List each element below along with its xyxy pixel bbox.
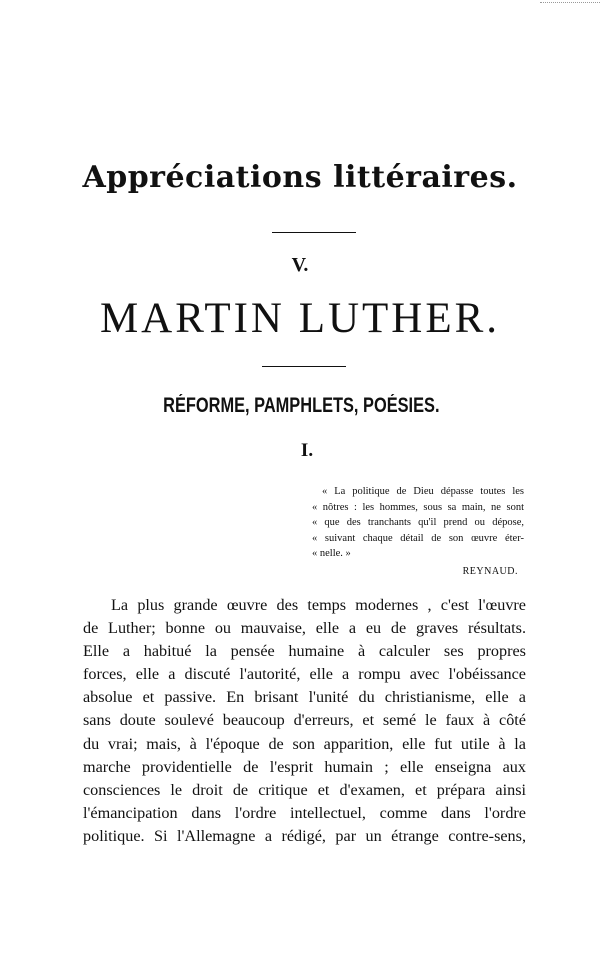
body-line: du vrai; mais, à l'époque de son apparition, elle fut utile à la (83, 734, 526, 753)
body-line: politique. Si l'Allemagne a rédigé, par un étrange contre-sens, (83, 826, 526, 845)
epigraph-attribution: REYNAUD. (462, 565, 518, 577)
epigraph-line: « que des tranchants qu'il prend ou dépose, (312, 517, 524, 528)
body-line: consciences le droit de critique et d'examen, et prépara ainsi (83, 780, 526, 799)
subtitle-divider-rule (262, 366, 346, 367)
epigraph-line: « nôtres : les hommes, sous sa main, ne sont (312, 501, 524, 513)
section-number: I. (300, 440, 314, 461)
body-line: marche providentielle de l'esprit humain ; elle enseigna aux (83, 757, 526, 776)
body-line: absolue et passive. En brisant l'unité du christianisme, elle a (83, 688, 526, 707)
series-title: Appréciations littéraires. (82, 160, 518, 195)
epigraph-line: « nelle. » (312, 548, 351, 559)
body-paragraph (83, 594, 526, 848)
epigraph-line: « La politique de Dieu dépasse toutes les (322, 486, 524, 497)
title-divider-rule (272, 232, 356, 233)
body-line: La plus grande œuvre des temps modernes , c'est l'œuvre (111, 596, 526, 614)
body-line: sans doute soulevé beaucoup d'erreurs, et semé le faux à côté (83, 711, 526, 730)
epigraph-line: « suivant chaque détail de son œuvre éter- (312, 532, 524, 544)
body-line: l'émancipation dans l'ordre intellectuel, comme dans l'ordre (83, 803, 526, 822)
part-number: V. (291, 254, 309, 276)
chapter-title: MARTIN LUTHER. (99, 295, 501, 342)
epigraph (312, 484, 524, 579)
chapter-subtitle: RÉFORME, PAMPHLETS, POÉSIES. (163, 394, 440, 417)
body-line: de Luther; bonne ou mauvaise, elle a eu de graves résultats. (83, 619, 526, 638)
top-edge-rule (540, 2, 600, 3)
body-line: forces, elle a discuté l'autorité, elle a rompu avec l'obéissance (83, 665, 526, 684)
body-line: Elle a habitué la pensée humaine à calculer ses propres (83, 642, 526, 661)
